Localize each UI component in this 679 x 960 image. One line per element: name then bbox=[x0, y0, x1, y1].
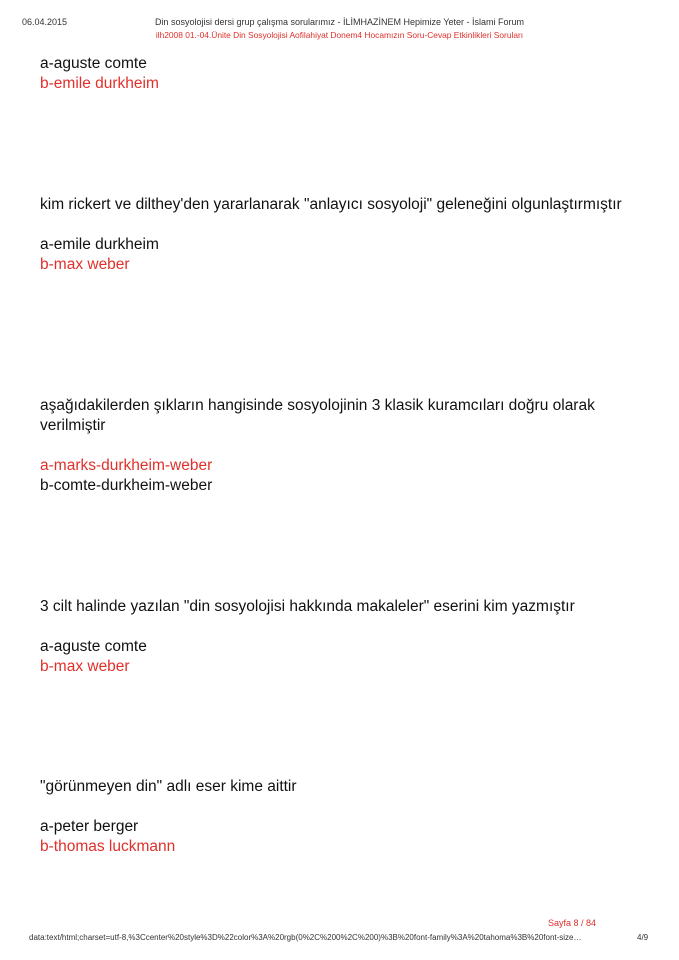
option-b-answer: b-max weber bbox=[40, 658, 130, 675]
option-a-answer: a-marks-durkheim-weber bbox=[40, 457, 213, 474]
page-title: Din sosyolojisi dersi grup çalışma sorularımız - İLİMHAZİNEM Hepimize Yeter - İslami Forum bbox=[154, 17, 525, 27]
forum-page-number: Sayfa 8 / 84 bbox=[548, 918, 597, 928]
question-text: aşağıdakilerden şıkların hangisinde sosyolojinin 3 klasik kuramcıları doğru olarak verilmiştir bbox=[40, 397, 595, 434]
option-b: b-comte-durkheim-weber bbox=[40, 477, 213, 494]
question-block-4 bbox=[40, 597, 640, 677]
question-block-1 bbox=[40, 54, 640, 94]
option-a: a-emile durkheim bbox=[40, 236, 159, 253]
question-block-5 bbox=[40, 777, 640, 857]
question-text: "görünmeyen din" adlı eser kime aittir bbox=[40, 778, 297, 795]
option-b-answer: b-thomas luckmann bbox=[40, 838, 176, 855]
option-b-answer: b-max weber bbox=[40, 256, 130, 273]
option-a: a-peter berger bbox=[40, 818, 139, 835]
print-page-count: 4/9 bbox=[637, 933, 649, 942]
option-b-answer: b-emile durkheim bbox=[40, 75, 159, 92]
page-subtitle: ilh2008 01.-04.Ünite Din Sosyolojisi Aofilahiyat Donem4 Hocamızın Soru-Cevap Etkinlikleri Soruları bbox=[155, 30, 524, 40]
question-block-3 bbox=[40, 396, 640, 496]
option-a: a-aguste comte bbox=[40, 638, 147, 655]
question-block-2 bbox=[40, 195, 640, 275]
question-text: kim rickert ve dilthey'den yararlanarak "anlayıcı sosyoloji" geleneğini olgunlaştırmıştır bbox=[40, 196, 622, 213]
option-a: a-aguste comte bbox=[40, 55, 147, 72]
print-date: 06.04.2015 bbox=[22, 17, 68, 27]
print-url: data:text/html;charset=utf-8,%3Ccenter%20style%3D%22color%3A%20rgb(0%2C%200%2C%200)%3B%20font-family%3A%20tahoma%3B%20font-size… bbox=[29, 933, 582, 942]
question-text: 3 cilt halinde yazılan "din sosyolojisi hakkında makaleler" eserini kim yazmıştır bbox=[40, 598, 575, 615]
